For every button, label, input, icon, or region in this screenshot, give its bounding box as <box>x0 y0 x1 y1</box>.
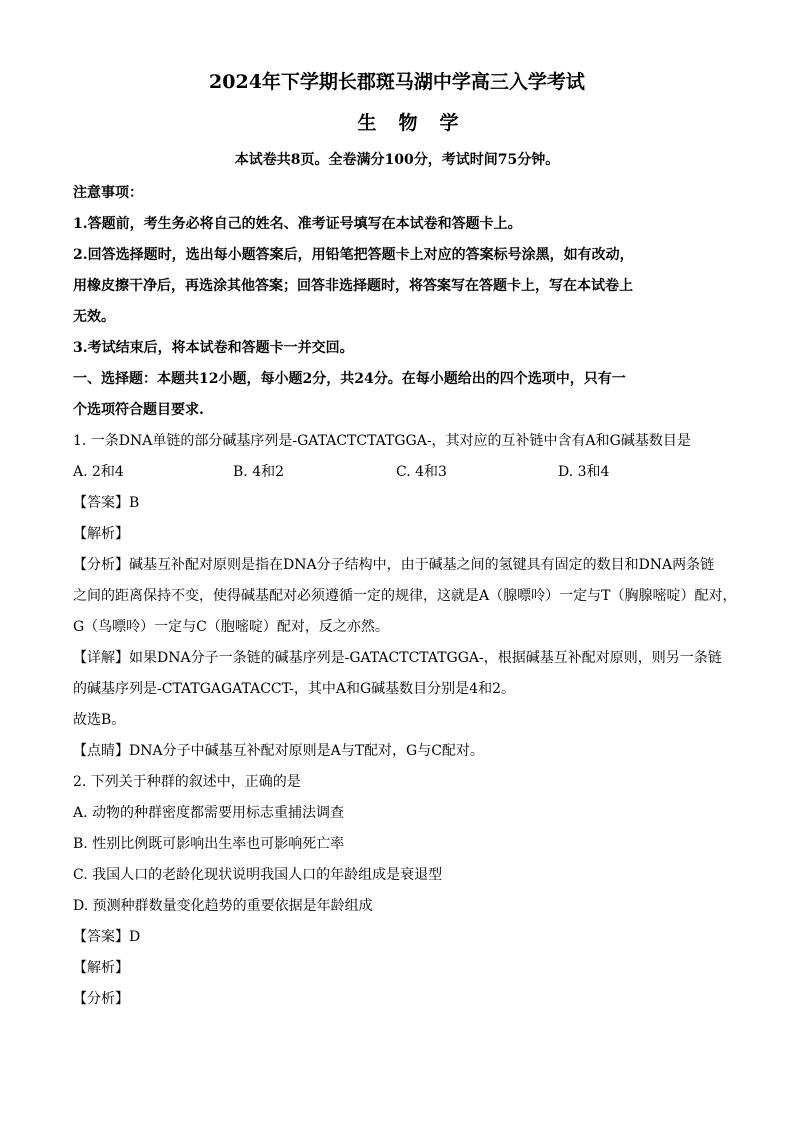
q1-option-b: B. 4和2 <box>233 464 285 480</box>
q1-option-a: A. 2和4 <box>73 464 124 480</box>
q1-dianjing: 【点睛】DNA分子中碱基互补配对原则是A与T配对，G与C配对。 <box>73 743 484 759</box>
notice-item-3: 3.考试结束后，将本试卷和答题卡一并交回。 <box>73 340 354 356</box>
notice-item-2-line-3: 无效。 <box>73 309 115 325</box>
q1-analysis-label: 【解析】 <box>73 526 129 542</box>
section-heading-line-1: 一、选择题：本题共12小题，每小题2分，共24分。在每小题给出的四个选项中，只有一 <box>73 371 626 387</box>
q1-detail-line-2: 的碱基序列是-CTATGAGATACCT-，其中A和G碱基数目分别是4和2。 <box>73 681 515 697</box>
q2-answer: 【答案】D <box>73 929 141 945</box>
q1-answer: 【答案】B <box>73 495 140 511</box>
exam-info: 本试卷共8页。全卷满分100分，考试时间75分钟。 <box>234 152 560 168</box>
notice-item-2-line-1: 2.回答选择题时，选出每小题答案后，用铅笔把答题卡上对应的答案标号涂黑，如有改动， <box>73 247 634 263</box>
q2-analysis-label: 【解析】 <box>73 960 129 976</box>
q2-option-c: C. 我国人口的老龄化现状说明我国人口的年龄组成是衰退型 <box>73 867 443 883</box>
q1-option-c: C. 4和3 <box>396 464 447 480</box>
q1-fenxi-line-2: 之间的距离保持不变，使得碱基配对必须遵循一定的规律，这就是A（腺嘌呤）一定与T（胸腺嘧啶）配对， <box>73 588 737 604</box>
q2-option-a: A. 动物的种群密度都需要用标志重捕法调查 <box>73 805 345 821</box>
subject-title: 生物学 <box>357 112 481 134</box>
q2-option-d: D. 预测种群数量变化趋势的重要依据是年龄组成 <box>73 898 373 914</box>
q1-fenxi-line-1: 【分析】碱基互补配对原则是指在DNA分子结构中，由于碱基之间的氢键具有固定的数目和DNA两条链 <box>73 557 715 573</box>
exam-title: 2024年下学期长郡斑马湖中学高三入学考试 <box>209 71 585 93</box>
notice-item-2-line-2: 用橡皮擦干净后，再选涂其他答案；回答非选择题时，将答案写在答题卡上，写在本试卷上 <box>73 278 633 294</box>
q1-choose: 故选B。 <box>73 712 126 728</box>
q2-stem: 2. 下列关于种群的叙述中，正确的是 <box>73 774 301 790</box>
q1-stem: 1. 一条DNA单链的部分碱基序列是-GATACTCTATGGA-，其对应的互补链中含有A和G碱基数目是 <box>73 433 691 449</box>
q2-fenxi-label: 【分析】 <box>73 991 129 1007</box>
notice-item-1: 1.答题前，考生务必将自己的姓名、准考证号填写在本试卷和答题卡上。 <box>73 216 522 232</box>
q1-detail-line-1: 【详解】如果DNA分子一条链的碱基序列是-GATACTCTATGGA-，根据碱基互补配对原则，则另一条链 <box>73 650 722 666</box>
q1-fenxi-line-3: G（鸟嘌呤）一定与C（胞嘧啶）配对，反之亦然。 <box>73 619 389 635</box>
notice-heading: 注意事项： <box>73 185 143 201</box>
q2-option-b: B. 性别比例既可影响出生率也可影响死亡率 <box>73 836 345 852</box>
q1-option-d: D. 3和4 <box>558 464 610 480</box>
section-heading-line-2: 个选项符合题目要求. <box>73 402 204 418</box>
